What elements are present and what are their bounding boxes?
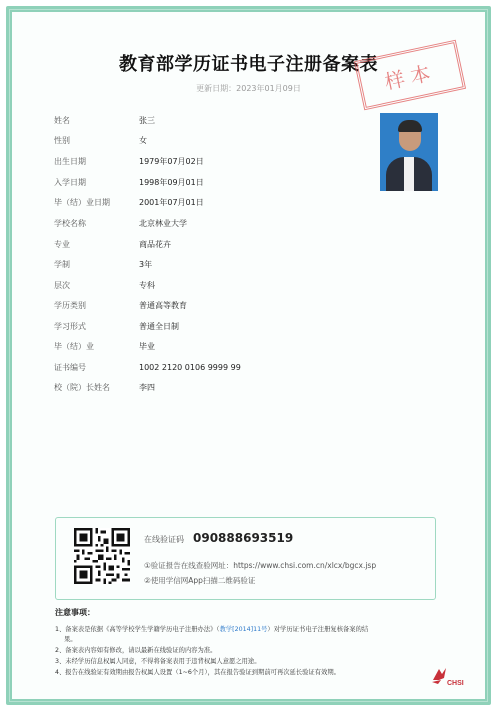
field-value: 3年 xyxy=(139,260,153,269)
notice-item-4: 4、报告在线验证有效期由报告权属人设置（1~6个月），其在报告验证到期前可再次延长验证有效期。 xyxy=(55,669,340,676)
field-label: 入学日期 xyxy=(54,178,86,187)
field-label: 证书编号 xyxy=(54,363,86,372)
field-value: 1979年07月02日 xyxy=(139,157,204,166)
chsi-logo xyxy=(429,666,469,688)
notice-item-3: 3、未经学历信息权属人同意，不得将备案表用于违背权属人意愿之用途。 xyxy=(55,658,261,665)
field-value: 1002 2120 0106 9999 99 xyxy=(139,363,241,372)
verification-url-tip: ①验证报告在线查验网址：https://www.chsi.com.cn/xlcx/bgcx.jsp xyxy=(144,561,377,570)
field-value: 张三 xyxy=(139,116,155,125)
field-value: 普通全日制 xyxy=(139,322,179,331)
field-label: 学历类别 xyxy=(54,301,86,310)
field-label: 学习形式 xyxy=(54,322,86,331)
verification-box xyxy=(55,517,436,600)
field-value: 毕业 xyxy=(139,342,155,351)
field-value: 专科 xyxy=(139,281,155,290)
notice-item-2: 2、备案表内容如有修改，请以最新在线验证的内容为准。 xyxy=(55,647,217,654)
field-label: 毕（结）业日期 xyxy=(54,198,110,207)
field-value: 北京林业大学 xyxy=(139,219,187,228)
field-label: 层次 xyxy=(54,281,70,290)
field-label: 专业 xyxy=(54,240,70,249)
field-value: 1998年09月01日 xyxy=(139,178,204,187)
portrait-photo xyxy=(380,113,438,191)
notice-item-1-text: 1、备案表是依据《高等学校学生学籍学历电子注册办法》（ xyxy=(55,626,220,633)
field-label: 毕（结）业 xyxy=(54,342,94,351)
verification-code-label: 在线验证码 xyxy=(144,535,184,544)
sample-stamp: 样本 xyxy=(354,40,466,111)
field-value: 李四 xyxy=(139,383,155,392)
update-date-label: 更新日期： xyxy=(196,84,237,93)
notice-item-1-continuation: 果。 xyxy=(64,636,77,643)
notice-item-1 xyxy=(55,624,440,633)
notice-item-1-text-end: ）对学历证书电子注册复核备案的结 xyxy=(267,626,369,633)
verification-code: 090888693519 xyxy=(193,531,294,545)
verification-app-tip: ②使用学信网App扫描二维码验证 xyxy=(144,576,256,585)
field-label: 姓名 xyxy=(54,116,70,125)
notice-title: 注意事项： xyxy=(55,608,95,617)
field-value: 商品花卉 xyxy=(139,240,171,249)
update-date-value: 2023年01月09日 xyxy=(236,84,301,93)
field-label: 性别 xyxy=(54,136,70,145)
field-label: 校（院）长姓名 xyxy=(54,383,110,392)
qr-code-icon[interactable] xyxy=(74,528,130,584)
document-title: 教育部学历证书电子注册备案表 xyxy=(119,54,378,75)
regulation-link[interactable]: 教学[2014]11号 xyxy=(219,626,268,633)
chsi-logo-text: CHSI xyxy=(447,680,464,687)
field-label: 学制 xyxy=(54,260,70,269)
field-value: 普通高等教育 xyxy=(139,301,187,310)
field-value: 女 xyxy=(139,136,147,145)
field-label: 出生日期 xyxy=(54,157,86,166)
field-label: 学校名称 xyxy=(54,219,86,228)
field-value: 2001年07月01日 xyxy=(139,198,204,207)
